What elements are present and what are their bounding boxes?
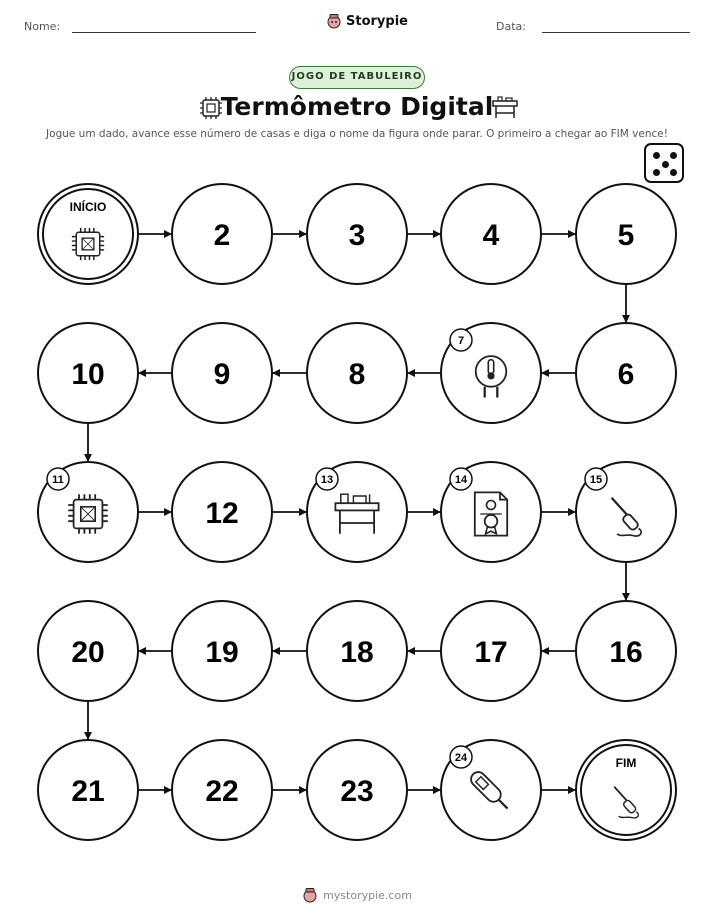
space-number: 7 [457,335,465,347]
board-space-5 [576,184,676,284]
space-number: 8 [348,358,366,391]
space-number: 14 [454,474,468,486]
space-number: 6 [617,358,635,391]
page-title: Termômetro Digital [220,92,494,121]
brand-name: Storypie [346,13,408,29]
date-label: Data: [496,20,526,33]
space-number: 20 [71,636,105,669]
certificate-icon [475,492,507,535]
board-space-10 [38,323,138,423]
board-space-9 [172,323,272,423]
name-label: Nome: [24,20,61,33]
board-space-7 [441,323,541,423]
space-number: 3 [348,219,366,252]
space-number: 4 [482,219,500,252]
game-type-badge: JOGO DE TABULEIRO [289,66,425,89]
board-space-12 [172,462,272,562]
board-space-20 [38,601,138,701]
space-circle [576,740,676,840]
space-number: 18 [340,636,374,669]
space-label: INÍCIO [69,200,107,214]
space-number: 11 [52,474,64,486]
footer [0,887,714,903]
board-space-3 [307,184,407,284]
space-number: 2 [213,219,231,252]
space-number: 16 [609,636,643,669]
space-number: 22 [205,775,239,808]
board-space-24 [441,740,541,840]
board-space-14 [441,462,541,562]
board-space-16 [576,601,676,701]
microchip-icon [72,228,104,260]
board-space-13 [307,462,407,562]
space-number: 9 [213,358,231,391]
board-space-11 [38,462,138,562]
instructions: Jogue um dado, avance esse número de casas e diga o nome da figura onde parar. O primeiro a chegar ao FIM vence! [46,128,668,140]
space-number: 13 [320,474,334,486]
space-number: 19 [205,636,239,669]
board-space-19 [172,601,272,701]
board-space-22 [172,740,272,840]
board-space-17 [441,601,541,701]
board-space-25 [576,740,676,840]
board-space-23 [307,740,407,840]
space-number: 21 [71,775,105,808]
microchip-icon [68,494,108,534]
board-space-18 [307,601,407,701]
space-number: 12 [205,497,239,530]
storypie-mascot-icon [302,887,318,903]
footer-url[interactable]: mystorypie.com [323,888,412,902]
board-space-2 [172,184,272,284]
board-space-1 [38,184,138,284]
board-space-21 [38,740,138,840]
board-space-15 [576,462,676,562]
board-space-4 [441,184,541,284]
space-number: 5 [617,219,635,252]
board-space-8 [307,323,407,423]
space-number: 10 [71,358,105,391]
space-number: 17 [474,636,508,669]
space-label: FIM [615,756,637,770]
space-number: 15 [589,474,603,486]
board-space-6 [576,323,676,423]
space-number: 23 [340,775,374,808]
space-number: 24 [454,752,468,764]
